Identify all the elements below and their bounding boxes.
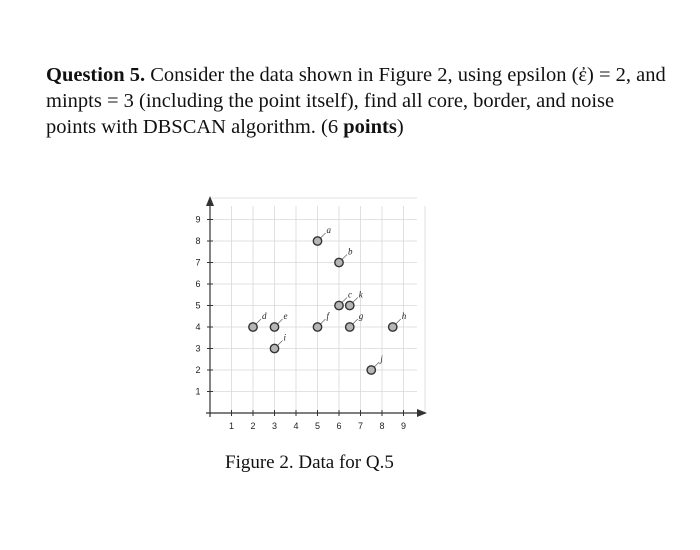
x-tick-label: 1	[228, 421, 235, 431]
epsilon-symbol: ἐ	[578, 64, 588, 86]
x-tick-label: 9	[400, 421, 407, 431]
data-point-k	[346, 301, 354, 309]
point-label-f: f	[326, 311, 330, 321]
x-tick-label: 3	[271, 421, 278, 431]
figure-caption: Figure 2. Data for Q.5	[225, 452, 394, 473]
scatter-plot	[170, 185, 450, 445]
y-tick-label: 7	[195, 257, 201, 268]
x-tick-label: 5	[314, 421, 321, 431]
question-body-part2: ) = 2, and minpts = 3 (including the point itself), find all core, border, and noise points with DBSCAN algorithm. (6	[46, 64, 666, 138]
y-tick-label: 1	[195, 386, 201, 397]
question-body-part3: )	[396, 116, 404, 138]
y-tick-label: 6	[195, 279, 201, 289]
point-label-h: h	[401, 311, 407, 321]
question-label: Question 5.	[46, 64, 146, 86]
y-tick-label: 9	[195, 214, 201, 225]
x-tick-label: 2	[250, 421, 256, 431]
point-label-b: b	[348, 246, 353, 257]
y-tick-label: 4	[195, 322, 201, 332]
data-point-g	[346, 323, 354, 331]
y-tick-label: 3	[195, 343, 201, 354]
data-point-i	[270, 344, 278, 352]
y-axis-arrow	[206, 196, 214, 206]
data-point-h	[389, 323, 397, 331]
x-tick-label: 7	[357, 421, 364, 431]
data-point-f	[313, 323, 321, 331]
point-label-k: k	[358, 289, 363, 300]
scatter-figure	[170, 185, 450, 445]
point-label-e: e	[283, 311, 288, 321]
question-text	[46, 62, 666, 140]
x-tick-label: 8	[379, 421, 385, 431]
data-point-c	[335, 301, 343, 309]
question-body-part1: Consider the data shown in Figure 2, using epsilon (	[145, 64, 579, 86]
x-tick-label: 6	[336, 421, 342, 431]
points-word: points	[343, 116, 397, 138]
data-point-d	[249, 323, 257, 331]
point-label-j: j	[380, 354, 383, 364]
y-tick-label: 5	[195, 300, 201, 311]
y-tick-label: 2	[195, 365, 201, 375]
data-point-j	[367, 366, 375, 374]
point-label-d: d	[262, 311, 267, 321]
point-label-c: c	[348, 289, 352, 300]
point-label-i: i	[283, 332, 287, 343]
point-label-a: a	[326, 225, 331, 235]
point-label-g: g	[358, 311, 364, 321]
data-point-b	[335, 258, 343, 266]
x-axis-arrow	[417, 409, 427, 417]
y-tick-label: 8	[195, 236, 201, 246]
data-point-e	[270, 323, 278, 331]
data-point-a	[313, 237, 321, 245]
x-tick-label: 4	[293, 421, 299, 431]
